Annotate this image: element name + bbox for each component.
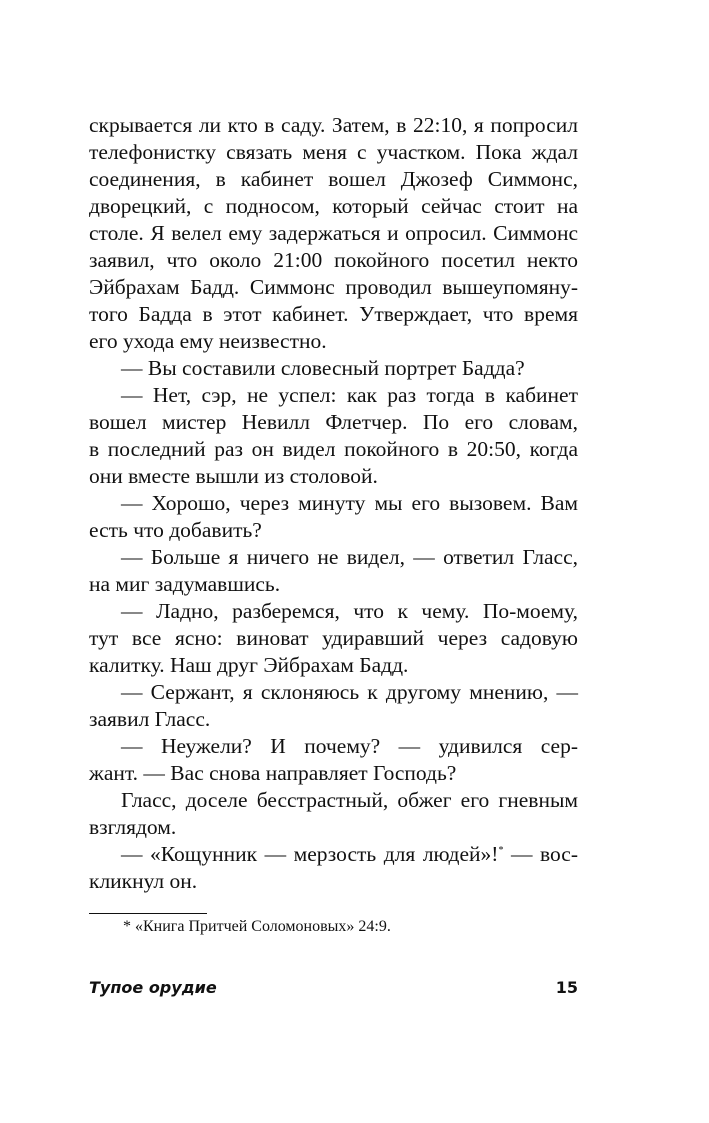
text-line: жант. — Вас снова направляет Господь?	[89, 761, 457, 785]
text-line: дворецкий, с подносом, который сейчас стоит на	[89, 194, 578, 218]
text-line: кликнул он.	[89, 869, 198, 893]
text-line: его ухода ему неизвестно.	[89, 329, 327, 353]
text-line: калитку. Наш друг Эйбрахам Бадд.	[89, 653, 409, 677]
text-line: Гласс, доселе бесстрастный, обжег его гневным	[121, 788, 578, 812]
text-line: в последний раз он видел покойного в 20:50, когда	[89, 437, 578, 461]
text-line: — Вы составили словесный портрет Бадда?	[121, 356, 525, 380]
text-line: — Ладно, разберемся, что к чему. По-моему,	[121, 599, 578, 623]
text-line: — Хорошо, через минуту мы его вызовем. Вам	[121, 491, 578, 515]
text-line: взглядом.	[89, 815, 177, 839]
text-line: тут все ясно: виноват удиравший через садовую	[89, 626, 578, 650]
text-line-tail: — вос-	[503, 842, 579, 866]
text-line: вошел мистер Невилл Флетчер. По его словам,	[89, 410, 578, 434]
text-line: на миг задумавшись.	[89, 572, 281, 596]
text-line: — Больше я ничего не видел, — ответил Гласс,	[121, 545, 578, 569]
text-line: они вместе вышли из столовой.	[89, 464, 378, 488]
text-line: — Сержант, я склоняюсь к другому мнению, —	[121, 680, 578, 704]
text-line: скрывается ли кто в саду. Затем, в 22:10, я попросил	[89, 113, 578, 137]
text-line: есть что добавить?	[89, 518, 262, 542]
text-line: — Нет, сэр, не успел: как раз тогда в кабинет	[121, 383, 578, 407]
footnote: * «Книга Притчей Соломоновых» 24:9.	[123, 918, 391, 935]
text-line: телефонистку связать меня с участком. Пока ждал	[89, 140, 578, 164]
page-number: 15	[555, 978, 578, 997]
text-line: столе. Я велел ему задержаться и опросил. Симмонс	[89, 221, 578, 245]
text-line: того Бадда в этот кабинет. Утверждает, что время	[89, 302, 578, 326]
text-line: заявил Гласс.	[89, 707, 211, 731]
text-line	[89, 841, 578, 868]
text-line: Эйбрахам Бадд. Симмонс проводил вышеупомяну-	[89, 275, 578, 299]
footnote-marker: *	[498, 844, 504, 856]
text-line: соединения, в кабинет вошел Джозеф Симмонс,	[89, 167, 578, 191]
body-text	[89, 112, 578, 895]
text-line: — Неужели? И почему? — удивился сер-	[121, 734, 578, 758]
quote-text: — «Кощунник — мерзость для людей»!	[121, 842, 499, 866]
text-line: заявил, что около 21:00 покойного посетил некто	[89, 248, 578, 272]
running-title: Тупое орудие	[89, 978, 217, 997]
